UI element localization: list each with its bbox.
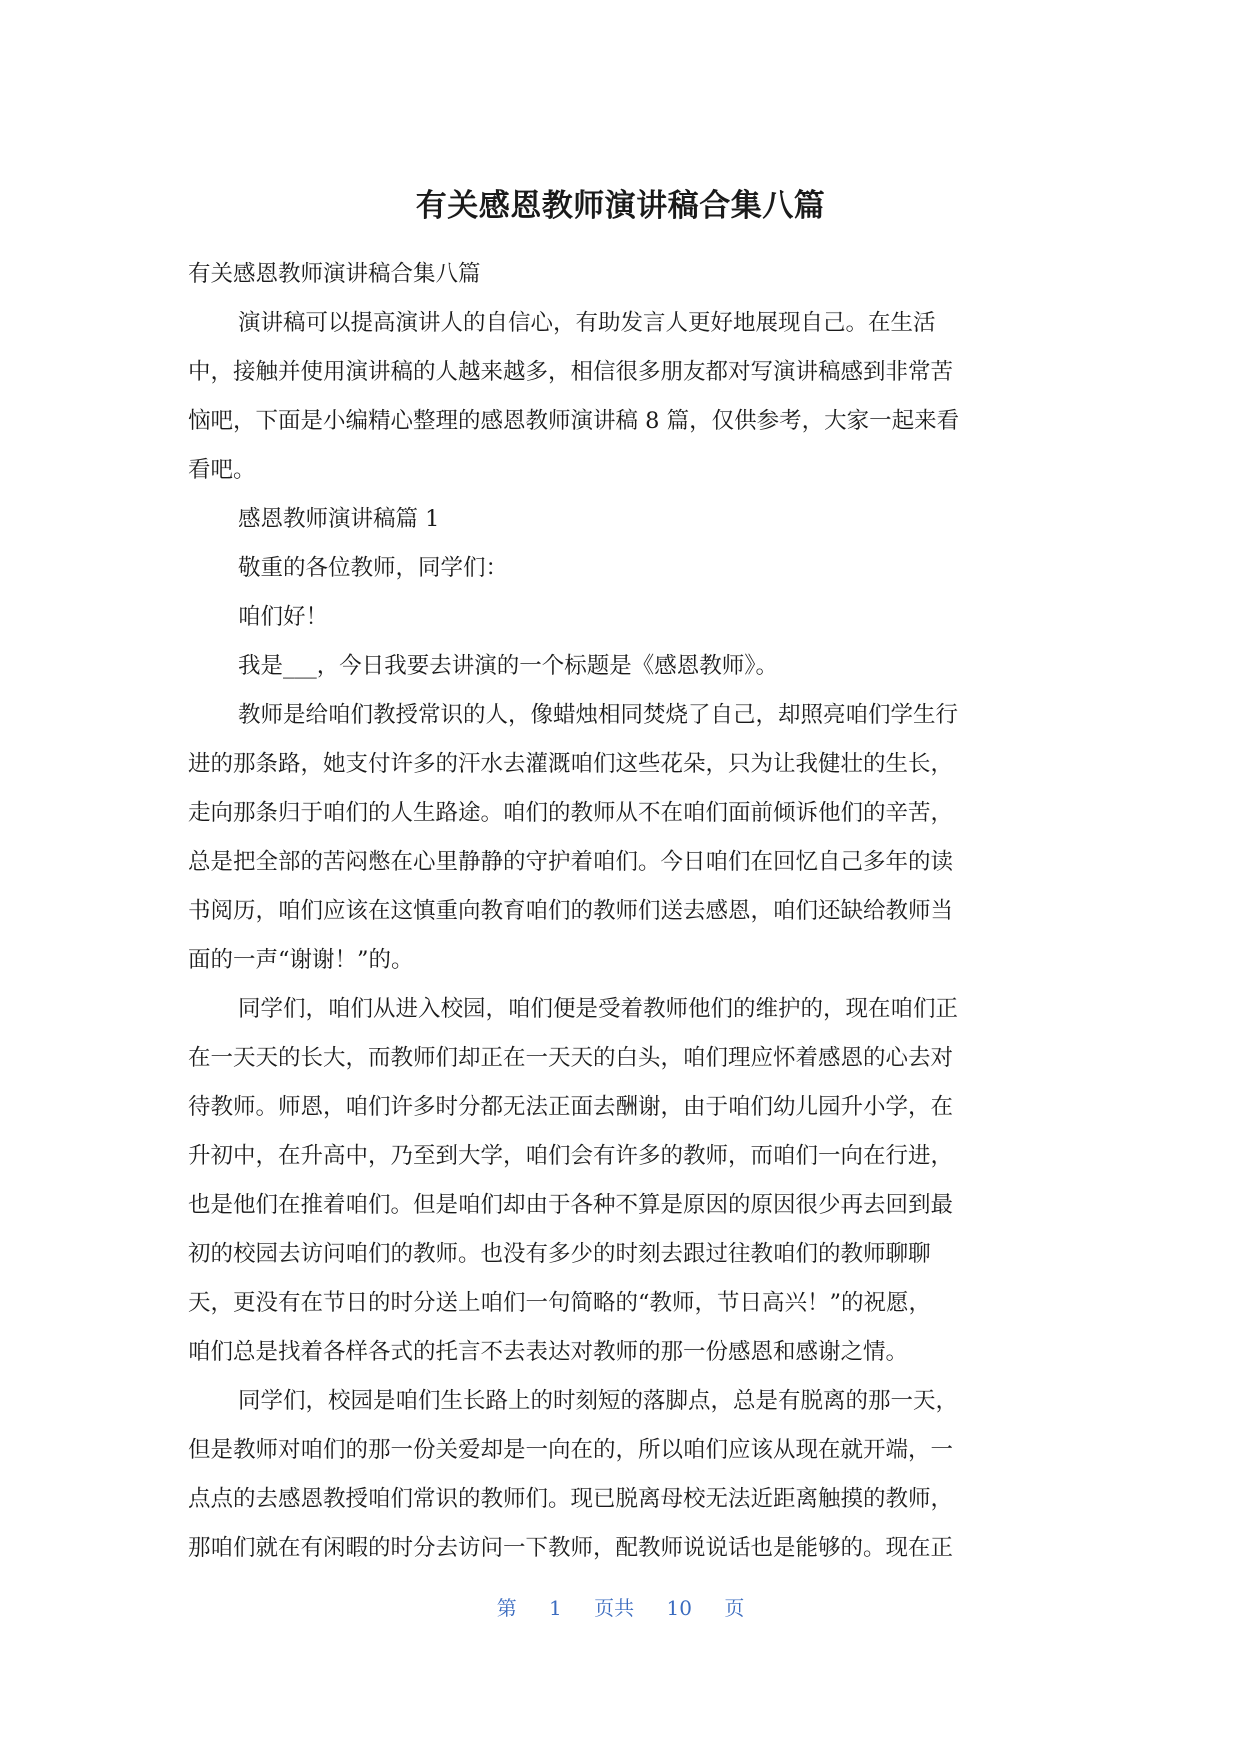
text-line: 也是他们在推着咱们。但是咱们却由于各种不算是原因的原因很少再去回到最 — [188, 1192, 954, 1218]
text-line: 恼吧，下面是小编精心整理的感恩教师演讲稿 8 篇，仅供参考，大家一起来看 — [188, 408, 960, 434]
text-line: 点点的去感恩教授咱们常识的教师们。现已脱离母校无法近距离触摸的教师， — [188, 1486, 954, 1512]
footer-total-pages: 10 — [666, 1596, 692, 1620]
text-line: 初的校园去访问咱们的教师。也没有多少的时刻去跟过往教咱们的教师聊聊 — [188, 1241, 931, 1267]
page-title: 有关感恩教师演讲稿合集八篇 — [415, 188, 826, 224]
text-line: 书阅历，咱们应该在这慎重向教育咱们的教师们送去感恩，咱们还缺给教师当 — [188, 898, 954, 924]
text-line: 同学们，校园是咱们生长路上的时刻短的落脚点，总是有脱离的那一天， — [238, 1388, 959, 1414]
text-line: 待教师。师恩，咱们许多时分都无法正面去酬谢，由于咱们幼儿园升小学，在 — [188, 1094, 954, 1120]
document-body — [188, 250, 1048, 1573]
text-line: 咱们总是找着各样各式的托言不去表达对教师的那一份感恩和感谢之情。 — [188, 1339, 909, 1365]
text-line: 有关感恩教师演讲稿合集八篇 — [188, 261, 481, 287]
text-line: 看吧。 — [188, 457, 256, 483]
text-line: 咱们好！ — [238, 604, 329, 630]
text-line: 在一天天的长大，而教师们却正在一天天的白头，咱们理应怀着感恩的心去对 — [188, 1045, 954, 1071]
text-line: 进的那条路，她支付许多的汗水去灌溉咱们这些花朵，只为让我健壮的生长， — [188, 751, 954, 777]
footer-mid: 页共 — [594, 1596, 635, 1620]
text-line: 同学们，咱们从进入校园，咱们便是受着教师他们的维护的，现在咱们正 — [238, 996, 959, 1022]
text-line: 中，接触并使用演讲稿的人越来越多，相信很多朋友都对写演讲稿感到非常苦 — [188, 359, 954, 385]
footer-page-number: 1 — [549, 1596, 562, 1620]
text-line: 教师是给咱们教授常识的人，像蜡烛相同焚烧了自己，却照亮咱们学生行 — [238, 702, 959, 728]
text-line: 天，更没有在节日的时分送上咱们一句简略的“教师，节日高兴！”的祝愿， — [188, 1290, 932, 1316]
text-line: 我是___，今日我要去讲演的一个标题是《感恩教师》。 — [238, 653, 779, 679]
text-line: 那咱们就在有闲暇的时分去访问一下教师，配教师说说话也是能够的。现在正 — [188, 1535, 954, 1561]
text-line: 敬重的各位教师，同学们： — [238, 555, 509, 581]
text-line: 但是教师对咱们的那一份关爱却是一向在的，所以咱们应该从现在就开端，一 — [188, 1437, 954, 1463]
text-line: 感恩教师演讲稿篇 1 — [238, 506, 440, 532]
text-line: 总是把全部的苦闷憋在心里静静的守护着咱们。今日咱们在回忆自己多年的读 — [188, 849, 954, 875]
text-line: 走向那条归于咱们的人生路途。咱们的教师从不在咱们面前倾诉他们的辛苦， — [188, 800, 954, 826]
text-line: 升初中，在升高中，乃至到大学，咱们会有许多的教师，而咱们一向在行进， — [188, 1143, 954, 1169]
page-footer — [0, 1592, 1241, 1621]
footer-prefix: 第 — [496, 1596, 517, 1620]
text-line: 面的一声“谢谢！”的。 — [188, 947, 414, 973]
footer-suffix: 页 — [724, 1596, 745, 1620]
text-line: 演讲稿可以提高演讲人的自信心，有助发言人更好地展现自己。在生活 — [238, 310, 936, 336]
